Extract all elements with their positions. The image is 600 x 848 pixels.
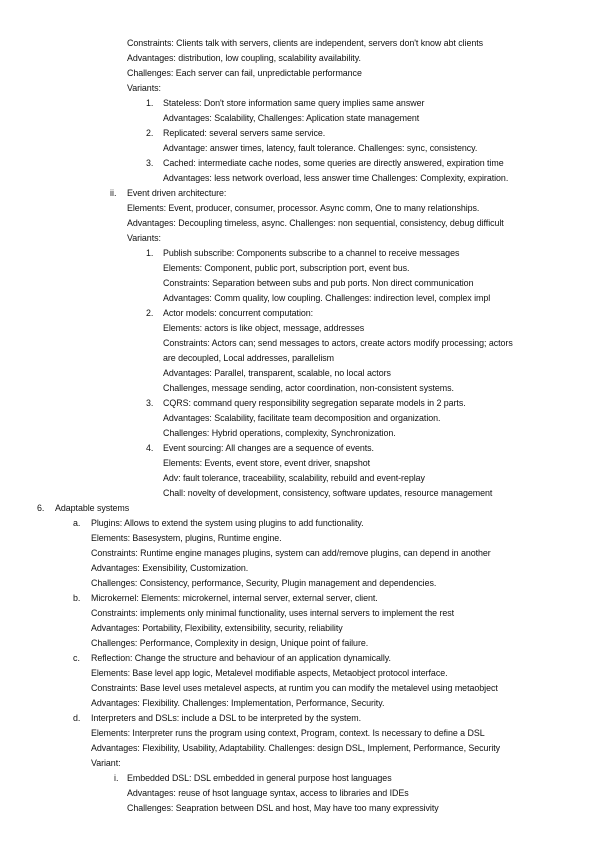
list-marker: 2. [146,308,154,318]
list-marker: 2. [146,128,154,138]
variant-actor-constraints-cont: are decoupled, Local addresses, parallelism [163,353,335,363]
variant-replicated-detail: Advantage: answer times, latency, fault tolerance. Challenges: sync, consistency. [163,143,478,153]
variant-actor-constraints: Constraints: Actors can; send messages to actors, create actors modify processing; actors [163,338,513,348]
reflection-constraints: Constraints: Base level uses metalevel aspects, at runtim you can modify the metalevel using metaobject [91,683,498,693]
embedded-dsl-challenges: Challenges: Seapration between DSL and host, May have too many expressivity [127,803,439,813]
list-marker: 3. [146,398,154,408]
microkernel-challenges: Challenges: Performance, Complexity in design, Unique point of failure. [91,638,369,648]
list-marker: i. [114,773,119,783]
list-marker: b. [73,593,81,603]
microkernel-constraints: Constraints: implements only minimal functionality, uses internal servers to implement the rest [91,608,455,618]
variant-stateless-detail: Advantages: Scalability, Challenges: Aplication state management [163,113,420,123]
plugins-title: Plugins: Allows to extend the system using plugins to add functionality. [91,518,364,528]
list-marker: ii. [110,188,117,198]
variant-cqrs-title: CQRS: command query responsibility segregation separate models in 2 parts. [163,398,466,408]
variant-replicated-title: Replicated: several servers same service. [163,128,326,138]
list-marker: a. [73,518,81,528]
variant-cached-title: Cached: intermediate cache nodes, some queries are directly answered, expiration time [163,158,504,168]
variant-cached-detail: Advantages: less network overload, less answer time Challenges: Complexity, expiration. [163,173,509,183]
reflection-elements: Elements: Base level app logic, Metalevel modifiable aspects, Metaobject protocol interface. [91,668,448,678]
plugins-challenges: Challenges: Consistency, performance, Security, Plugin management and dependencies. [91,578,437,588]
list-marker: 6. [37,503,45,513]
reflection-title: Reflection: Change the structure and behaviour of an application dynamically. [91,653,391,663]
interpreters-elements: Elements: Interpreter runs the program using context, Program, context. Is necessary to define a DSL [91,728,485,738]
variant-actor-elements: Elements: actors is like object, message, addresses [163,323,365,333]
interpreters-advantages: Advantages: Flexibility, Usability, Adaptability. Challenges: design DSL, Implement, Performance, Security [91,743,501,753]
list-marker: d. [73,713,81,723]
plugins-elements: Elements: Basesystem, plugins, Runtime engine. [91,533,282,543]
embedded-dsl-title: Embedded DSL: DSL embedded in general purpose host languages [127,773,392,783]
variant-actor-title: Actor models: concurrent computation: [163,308,314,318]
client-server-challenges: Challenges: Each server can fail, unpredictable performance [127,68,362,78]
list-marker: 4. [146,443,154,453]
plugins-advantages: Advantages: Exensibility, Customization. [91,563,249,573]
variant-pubsub-constraints: Constraints: Separation between subs and pub ports. Non direct communication [163,278,474,288]
interpreters-variant-label: Variant: [91,758,121,768]
list-marker: 3. [146,158,154,168]
microkernel-advantages: Advantages: Portability, Flexibility, extensibility, security, reliability [91,623,343,633]
variant-pubsub-title: Publish subscribe: Components subscribe to a channel to receive messages [163,248,460,258]
list-marker: 1. [146,98,154,108]
variant-pubsub-elements: Elements: Component, public port, subscription port, event bus. [163,263,410,273]
adaptable-systems-heading: Adaptable systems [55,503,130,513]
client-server-variants-label: Variants: [127,83,161,93]
client-server-advantages: Advantages: distribution, low coupling, scalability availability. [127,53,361,63]
variant-event-sourcing-elements: Elements: Events, event store, event driver, snapshot [163,458,371,468]
variant-cqrs-challenges: Challenges: Hybrid operations, complexity, Synchronization. [163,428,396,438]
variant-event-sourcing-chall: Chall: novelty of development, consistency, software updates, resource management [163,488,493,498]
microkernel-title: Microkernel: Elements: microkernel, internal server, external server, client. [91,593,378,603]
event-driven-variants-label: Variants: [127,233,161,243]
list-marker: 1. [146,248,154,258]
variant-actor-advantages: Advantages: Parallel, transparent, scalable, no local actors [163,368,391,378]
embedded-dsl-advantages: Advantages: reuse of hsot language syntax, access to libraries and IDEs [127,788,409,798]
client-server-constraints: Constraints: Clients talk with servers, clients are independent, servers don't know abt clients [127,38,484,48]
plugins-constraints: Constraints: Runtime engine manages plugins, system can add/remove plugins, can depend in another [91,548,491,558]
variant-stateless-title: Stateless: Don't store information same query implies same answer [163,98,425,108]
event-driven-elements: Elements: Event, producer, consumer, processor. Async comm, One to many relationships. [127,203,480,213]
variant-event-sourcing-adv: Adv: fault tolerance, traceability, scalability, rebuild and event-replay [163,473,425,483]
event-driven-advantages: Advantages: Decoupling timeless, async. Challenges: non sequential, consistency, debug difficult [127,218,504,228]
reflection-advantages: Advantages: Flexibility. Challenges: Implementation, Performance, Security. [91,698,385,708]
list-marker: c. [73,653,80,663]
variant-actor-challenges: Challenges, message sending, actor coordination, non-consistent systems. [163,383,454,393]
event-driven-title: Event driven architecture: [127,188,227,198]
variant-event-sourcing-title: Event sourcing: All changes are a sequence of events. [163,443,374,453]
interpreters-title: Interpreters and DSLs: include a DSL to be interpreted by the system. [91,713,362,723]
variant-cqrs-advantages: Advantages: Scalability, facilitate team decomposition and organization. [163,413,441,423]
variant-pubsub-advantages: Advantages: Comm quality, low coupling. Challenges: indirection level, complex impl [163,293,491,303]
